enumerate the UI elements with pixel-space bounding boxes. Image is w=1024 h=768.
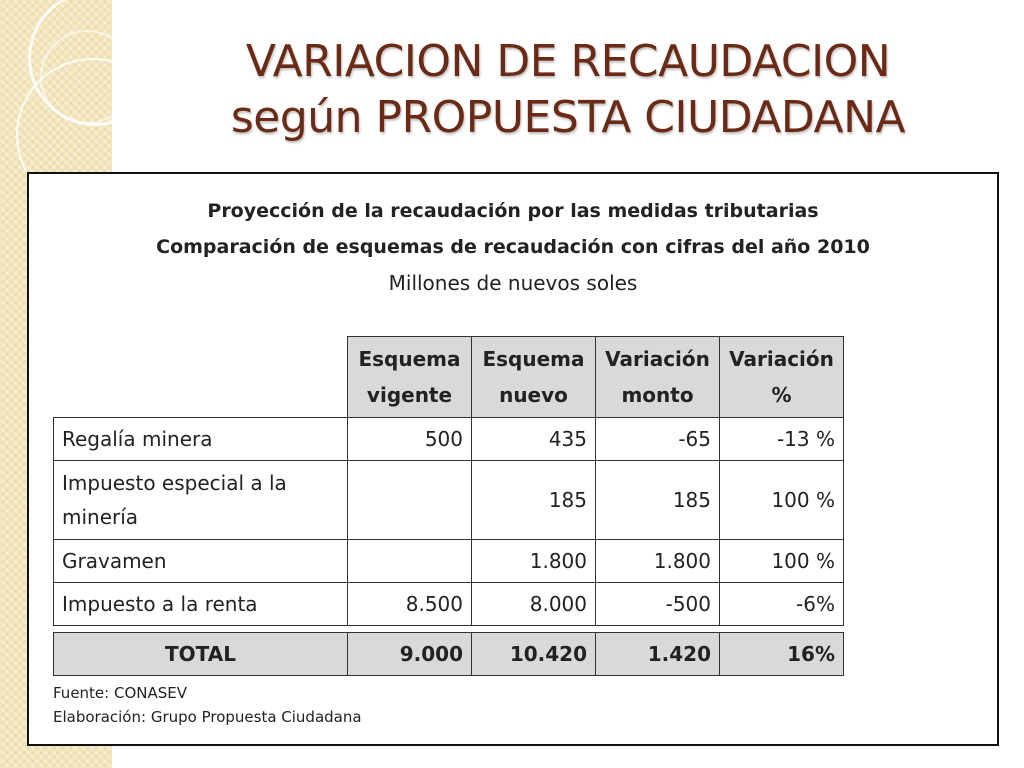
row-label: Gravamen	[54, 540, 348, 583]
table-heading: Proyección de la recaudación por las medidas tributarias	[207, 200, 819, 222]
cell-nuevo: 1.800	[472, 540, 596, 583]
header-text: %	[771, 383, 792, 407]
cell-vigente: 8.500	[348, 583, 472, 626]
table-units: Millones de nuevos soles	[388, 271, 638, 295]
header-text: Esquema	[358, 347, 461, 371]
row-label: Impuesto a la renta	[54, 583, 348, 626]
table-subheading: Comparación de esquemas de recaudación con cifras del año 2010	[156, 236, 870, 258]
header-esquema-nuevo	[472, 337, 596, 418]
cell-monto: 185	[596, 461, 720, 540]
header-text: vigente	[366, 383, 453, 407]
cell-nuevo: 8.000	[472, 583, 596, 626]
elaboration-note: Elaboración: Grupo Propuesta Ciudadana	[53, 708, 362, 726]
total-pct: 16%	[720, 633, 844, 676]
header-variacion-pct	[720, 337, 844, 418]
table-row	[54, 583, 844, 626]
slide-title	[112, 34, 1024, 146]
cell-vigente	[348, 540, 472, 583]
slide-title-line1: VARIACION DE RECAUDACION	[245, 36, 891, 87]
slide-title-line2: según PROPUESTA CIUDADANA	[230, 92, 906, 143]
cell-pct: 100 %	[720, 461, 844, 540]
cell-pct: -13 %	[720, 418, 844, 461]
row-label: Impuesto especial a la minería	[54, 461, 348, 540]
header-variacion-monto	[596, 337, 720, 418]
table-header-row	[54, 337, 844, 418]
cell-pct: 100 %	[720, 540, 844, 583]
total-label: TOTAL	[54, 633, 348, 676]
header-text: nuevo	[499, 383, 568, 407]
total-vigente: 9.000	[348, 633, 472, 676]
source-note: Fuente: CONASEV	[53, 684, 188, 702]
header-text: Esquema	[482, 347, 585, 371]
table-row	[54, 461, 844, 540]
table-total-row	[54, 633, 844, 676]
header-blank-cell	[54, 337, 348, 418]
total-monto: 1.420	[596, 633, 720, 676]
total-nuevo: 10.420	[472, 633, 596, 676]
cell-pct: -6%	[720, 583, 844, 626]
revenue-table	[53, 336, 844, 676]
table-panel	[27, 172, 999, 746]
cell-nuevo: 185	[472, 461, 596, 540]
cell-vigente	[348, 461, 472, 540]
cell-nuevo: 435	[472, 418, 596, 461]
header-text: monto	[621, 383, 694, 407]
header-text: Variación	[605, 347, 710, 371]
table-spacer-row	[54, 626, 844, 633]
row-label: Regalía minera	[54, 418, 348, 461]
cell-monto: 1.800	[596, 540, 720, 583]
cell-monto: -65	[596, 418, 720, 461]
header-esquema-vigente	[348, 337, 472, 418]
cell-monto: -500	[596, 583, 720, 626]
header-text: Variación	[729, 347, 834, 371]
table-row	[54, 418, 844, 461]
cell-vigente: 500	[348, 418, 472, 461]
table-row	[54, 540, 844, 583]
